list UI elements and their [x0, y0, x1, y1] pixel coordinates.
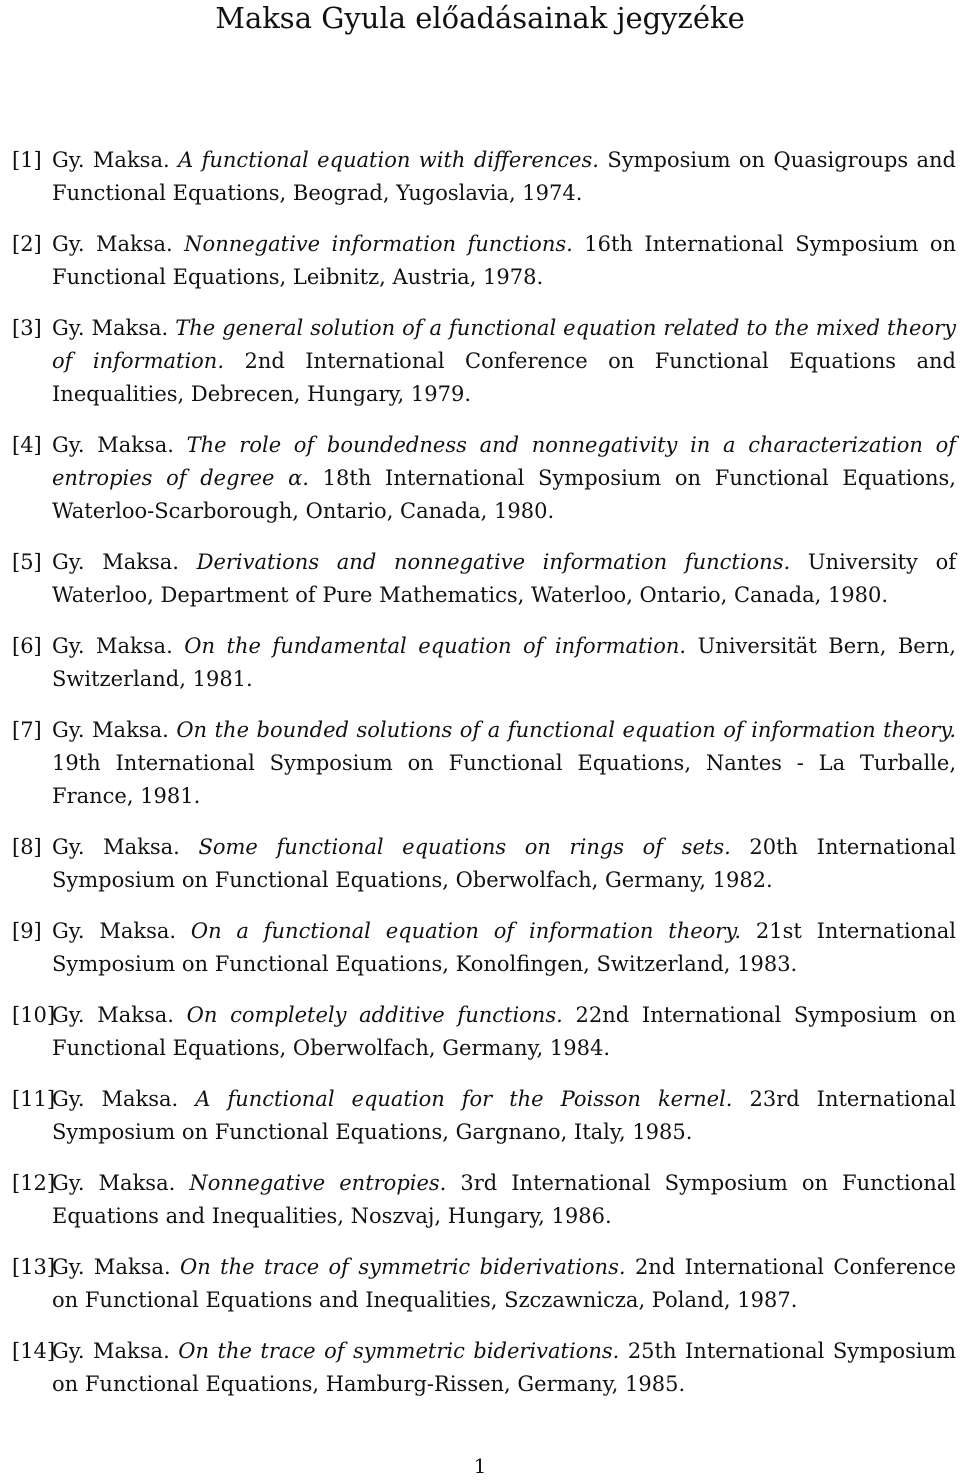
entry-venue: 19th International Symposium on Functional Equations, Nantes - La Turballe, France, 1981. — [52, 751, 956, 808]
entry-venue: 2nd International Conference on Functional Equations and Inequalities, Szczawnicza, Poland, 1987. — [52, 1255, 956, 1312]
entry-author: Gy. Maksa. — [52, 1171, 176, 1195]
entry-author: Gy. Maksa. — [52, 232, 173, 256]
entry-number: [14] — [12, 1339, 56, 1363]
bibliography-entry — [12, 915, 956, 981]
entry-number: [5] — [12, 550, 42, 574]
entry-venue: Universität Bern, Bern, Switzerland, 1981. — [52, 634, 956, 691]
page-title: Maksa Gyula előadásainak jegyzéke — [215, 1, 745, 35]
entry-title: Nonnegative information functions. — [184, 232, 573, 256]
bibliography-entry — [12, 429, 956, 528]
bibliography-entry — [12, 144, 956, 210]
entry-number: [4] — [12, 433, 42, 457]
entry-title: Some functional equations on rings of sets. — [198, 835, 731, 859]
entry-venue: 21st International Symposium on Functional Equations, Konolfingen, Switzerland, 1983. — [52, 919, 956, 976]
bibliography-entry — [12, 312, 956, 411]
entry-venue: 20th International Symposium on Functional Equations, Oberwolfach, Germany, 1982. — [52, 835, 957, 892]
entry-venue: 25th International Symposium on Functional Equations, Hamburg-Rissen, Germany, 1985. — [52, 1339, 957, 1396]
entry-author: Gy. Maksa. — [52, 316, 169, 340]
entry-venue: University of Waterloo, Department of Pure Mathematics, Waterloo, Ontario, Canada, 1980. — [52, 550, 957, 607]
entry-title: A functional equation for the Poisson kernel. — [195, 1087, 733, 1111]
bibliography-entry — [12, 999, 956, 1065]
entry-number: [2] — [12, 232, 42, 256]
entry-author: Gy. Maksa. — [52, 1087, 179, 1111]
entry-number: [9] — [12, 919, 42, 943]
entry-number: [8] — [12, 835, 42, 859]
entry-number: [7] — [12, 718, 42, 742]
entry-number: [13] — [12, 1255, 56, 1279]
entry-venue: 18th International Symposium on Functional Equations, Waterloo-Scarborough, Ontario, Canada, 1980. — [52, 466, 956, 523]
bibliography-entry — [12, 630, 956, 696]
entry-number: [6] — [12, 634, 42, 658]
entry-number: [10] — [12, 1003, 56, 1027]
entry-author: Gy. Maksa. — [52, 835, 180, 859]
bibliography-entry — [12, 1083, 956, 1149]
entry-title: A functional equation with differences. — [178, 148, 599, 172]
entry-venue: 23rd International Symposium on Functional Equations, Gargnano, Italy, 1985. — [52, 1087, 957, 1144]
entry-title: On the trace of symmetric biderivations. — [178, 1339, 620, 1363]
entry-venue: 22nd International Symposium on Functional Equations, Oberwolfach, Germany, 1984. — [52, 1003, 956, 1060]
entry-venue: Symposium on Quasigroups and Functional Equations, Beograd, Yugoslavia, 1974. — [52, 148, 956, 205]
bibliography-list — [12, 144, 956, 1419]
entry-venue: 16th International Symposium on Functional Equations, Leibnitz, Austria, 1978. — [52, 232, 956, 289]
bibliography-entry — [12, 1167, 956, 1233]
entry-author: Gy. Maksa. — [52, 634, 173, 658]
entry-venue: 2nd International Conference on Functional Equations and Inequalities, Debrecen, Hungary, 1979. — [52, 349, 956, 406]
bibliography-entry — [12, 831, 956, 897]
entry-title: Derivations and nonnegative information functions. — [196, 550, 791, 574]
entry-title: On the trace of symmetric biderivations. — [180, 1255, 626, 1279]
page-number: 1 — [473, 1454, 487, 1478]
entry-venue: 3rd International Symposium on Functional Equations and Inequalities, Noszvaj, Hungary, 1986. — [52, 1171, 956, 1228]
entry-title: On a functional equation of information theory. — [190, 919, 742, 943]
entry-number: [11] — [12, 1087, 56, 1111]
entry-number: [3] — [12, 316, 42, 340]
entry-number: [12] — [12, 1171, 56, 1195]
entry-author: Gy. Maksa. — [52, 1255, 171, 1279]
bibliography-entry — [12, 228, 956, 294]
bibliography-entry — [12, 714, 956, 813]
bibliography-entry — [12, 1335, 956, 1401]
entry-author: Gy. Maksa. — [52, 148, 170, 172]
entry-author: Gy. Maksa. — [52, 718, 169, 742]
entry-author: Gy. Maksa. — [52, 1339, 170, 1363]
entry-author: Gy. Maksa. — [52, 919, 177, 943]
entry-title: The role of boundedness and nonnegativity in a characterization of entropies of degree α. — [52, 433, 956, 490]
bibliography-entry — [12, 546, 956, 612]
entry-title: On the fundamental equation of information. — [184, 634, 687, 658]
entry-author: Gy. Maksa. — [52, 433, 174, 457]
entry-title: On completely additive functions. — [186, 1003, 563, 1027]
entry-title: The general solution of a functional equation related to the mixed theory of information. — [52, 316, 956, 373]
bibliography-entry — [12, 1251, 956, 1317]
entry-number: [1] — [12, 148, 42, 172]
entry-title: Nonnegative entropies. — [189, 1171, 447, 1195]
entry-author: Gy. Maksa. — [52, 550, 179, 574]
entry-author: Gy. Maksa. — [52, 1003, 174, 1027]
entry-title: On the bounded solutions of a functional equation of information theory. — [176, 718, 956, 742]
